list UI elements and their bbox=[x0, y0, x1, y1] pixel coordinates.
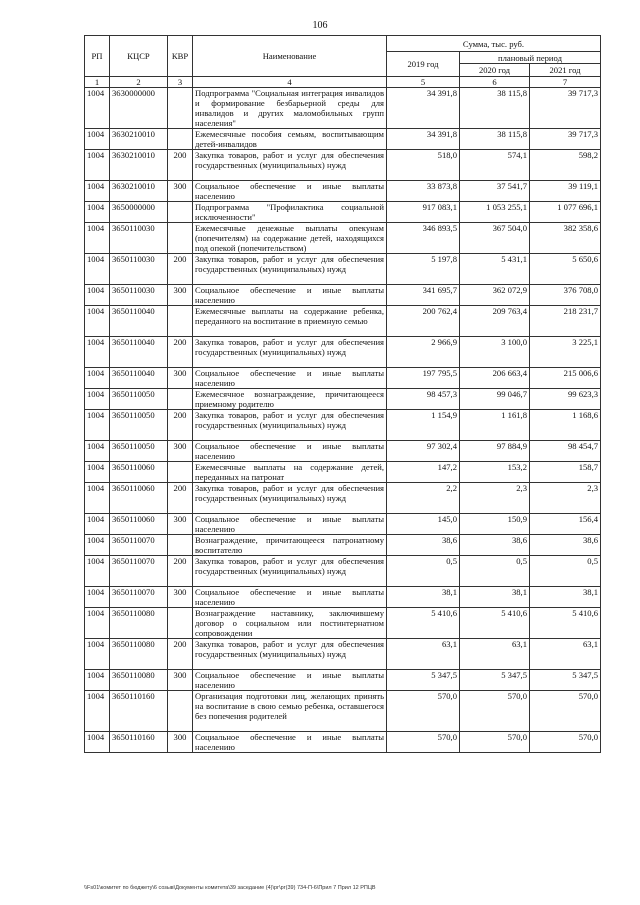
row-rp: 1004 bbox=[85, 514, 110, 535]
row-value-2020: 38 115,8 bbox=[460, 88, 530, 129]
row-value-2019: 34 391,8 bbox=[387, 129, 460, 150]
row-name: Ежемесячные выплаты на содержание детей, переданных на патронат bbox=[193, 462, 387, 483]
row-kcsr: 3650110060 bbox=[110, 462, 168, 483]
row-value-2021: 570,0 bbox=[530, 691, 601, 732]
row-value-2019: 341 695,7 bbox=[387, 285, 460, 306]
row-value-2021: 156,4 bbox=[530, 514, 601, 535]
row-kcsr: 3650110060 bbox=[110, 514, 168, 535]
row-kvr: 300 bbox=[168, 670, 193, 691]
row-kcsr: 3650110070 bbox=[110, 587, 168, 608]
row-kvr bbox=[168, 462, 193, 483]
row-name: Социальное обеспечение и иные выплаты населению bbox=[193, 441, 387, 462]
row-name: Социальное обеспечение и иные выплаты населению bbox=[193, 285, 387, 306]
row-value-2019: 63,1 bbox=[387, 639, 460, 670]
table-row bbox=[85, 88, 601, 129]
row-kvr: 300 bbox=[168, 587, 193, 608]
row-value-2021: 598,2 bbox=[530, 150, 601, 181]
row-value-2019: 346 893,5 bbox=[387, 223, 460, 254]
row-rp: 1004 bbox=[85, 150, 110, 181]
row-kcsr: 3630210010 bbox=[110, 129, 168, 150]
row-value-2019: 200 762,4 bbox=[387, 306, 460, 337]
row-name: Закупка товаров, работ и услуг для обеспечения государственных (муниципальных) нужд bbox=[193, 639, 387, 670]
column-index: 5 bbox=[387, 77, 460, 88]
row-name: Закупка товаров, работ и услуг для обеспечения государственных (муниципальных) нужд bbox=[193, 483, 387, 514]
row-kvr: 300 bbox=[168, 441, 193, 462]
table-row bbox=[85, 410, 601, 441]
row-kcsr: 3650110160 bbox=[110, 691, 168, 732]
column-index: 6 bbox=[460, 77, 530, 88]
row-kcsr: 3650110060 bbox=[110, 483, 168, 514]
row-kvr: 200 bbox=[168, 639, 193, 670]
row-kcsr: 3650110040 bbox=[110, 337, 168, 368]
row-name: Закупка товаров, работ и услуг для обеспечения государственных (муниципальных) нужд bbox=[193, 410, 387, 441]
table-row bbox=[85, 337, 601, 368]
row-rp: 1004 bbox=[85, 202, 110, 223]
row-value-2021: 38,6 bbox=[530, 535, 601, 556]
row-kcsr: 3650110160 bbox=[110, 732, 168, 753]
row-kvr: 200 bbox=[168, 254, 193, 285]
row-kcsr: 3650110030 bbox=[110, 223, 168, 254]
row-value-2019: 570,0 bbox=[387, 691, 460, 732]
row-rp: 1004 bbox=[85, 670, 110, 691]
row-value-2019: 570,0 bbox=[387, 732, 460, 753]
row-value-2019: 34 391,8 bbox=[387, 88, 460, 129]
row-value-2020: 5 347,5 bbox=[460, 670, 530, 691]
row-name: Вознаграждение, причитающееся патронатному воспитателю bbox=[193, 535, 387, 556]
row-value-2020: 2,3 bbox=[460, 483, 530, 514]
row-value-2019: 197 795,5 bbox=[387, 368, 460, 389]
row-value-2020: 99 046,7 bbox=[460, 389, 530, 410]
row-name: Организация подготовки лиц, желающих принять на воспитание в свою семью ребенка, оставшегося без попечения родителей bbox=[193, 691, 387, 732]
row-value-2021: 39 717,3 bbox=[530, 129, 601, 150]
table-row bbox=[85, 691, 601, 732]
row-rp: 1004 bbox=[85, 535, 110, 556]
footer-file-path: \\Fs01\комитет по бюджету\6 созыв\Документы комитета\39 заседание (4)\рг\рг(39) 734-П-6\Прил 7 Прил 12 РПЦВ bbox=[84, 885, 376, 891]
table-row bbox=[85, 285, 601, 306]
row-rp: 1004 bbox=[85, 587, 110, 608]
row-rp: 1004 bbox=[85, 88, 110, 129]
row-rp: 1004 bbox=[85, 368, 110, 389]
header-kcsr: КЦСР bbox=[110, 36, 168, 77]
row-value-2019: 917 083,1 bbox=[387, 202, 460, 223]
table-row bbox=[85, 462, 601, 483]
column-index: 3 bbox=[168, 77, 193, 88]
row-kcsr: 3650110030 bbox=[110, 254, 168, 285]
row-rp: 1004 bbox=[85, 639, 110, 670]
row-kcsr: 3650110080 bbox=[110, 608, 168, 639]
row-name: Социальное обеспечение и иные выплаты населению bbox=[193, 181, 387, 202]
row-value-2020: 0,5 bbox=[460, 556, 530, 587]
row-value-2020: 150,9 bbox=[460, 514, 530, 535]
row-kcsr: 3650110040 bbox=[110, 368, 168, 389]
row-value-2019: 97 302,4 bbox=[387, 441, 460, 462]
row-rp: 1004 bbox=[85, 556, 110, 587]
row-name: Закупка товаров, работ и услуг для обеспечения государственных (муниципальных) нужд bbox=[193, 254, 387, 285]
row-name: Социальное обеспечение и иные выплаты населению bbox=[193, 514, 387, 535]
row-value-2020: 1 161,8 bbox=[460, 410, 530, 441]
row-rp: 1004 bbox=[85, 223, 110, 254]
row-rp: 1004 bbox=[85, 691, 110, 732]
row-kvr: 300 bbox=[168, 368, 193, 389]
row-value-2021: 39 717,3 bbox=[530, 88, 601, 129]
row-name: Социальное обеспечение и иные выплаты населению bbox=[193, 368, 387, 389]
table-row bbox=[85, 306, 601, 337]
row-kvr: 200 bbox=[168, 150, 193, 181]
row-rp: 1004 bbox=[85, 285, 110, 306]
row-kvr bbox=[168, 691, 193, 732]
row-value-2021: 38,1 bbox=[530, 587, 601, 608]
budget-table bbox=[84, 35, 601, 753]
row-value-2019: 38,6 bbox=[387, 535, 460, 556]
header-name: Наименование bbox=[193, 36, 387, 77]
row-rp: 1004 bbox=[85, 441, 110, 462]
row-rp: 1004 bbox=[85, 410, 110, 441]
table-row bbox=[85, 535, 601, 556]
row-kvr bbox=[168, 223, 193, 254]
row-name: Вознаграждение наставнику, заключившему договор о социальном или постинтернатном сопровождении bbox=[193, 608, 387, 639]
row-value-2021: 3 225,1 bbox=[530, 337, 601, 368]
row-rp: 1004 bbox=[85, 181, 110, 202]
table-row bbox=[85, 441, 601, 462]
row-rp: 1004 bbox=[85, 306, 110, 337]
row-value-2020: 63,1 bbox=[460, 639, 530, 670]
row-name: Ежемесячные денежные выплаты опекунам (попечителям) на содержание детей, находящихся под опекой (попечительством) bbox=[193, 223, 387, 254]
row-value-2019: 5 197,8 bbox=[387, 254, 460, 285]
row-kvr bbox=[168, 608, 193, 639]
row-rp: 1004 bbox=[85, 337, 110, 368]
header-year-2020: 2020 год bbox=[460, 64, 530, 77]
row-value-2020: 1 053 255,1 bbox=[460, 202, 530, 223]
table-row bbox=[85, 389, 601, 410]
row-value-2021: 5 347,5 bbox=[530, 670, 601, 691]
row-value-2019: 518,0 bbox=[387, 150, 460, 181]
row-kcsr: 3650110050 bbox=[110, 389, 168, 410]
row-kvr: 300 bbox=[168, 181, 193, 202]
row-kvr: 200 bbox=[168, 483, 193, 514]
row-value-2019: 2 966,9 bbox=[387, 337, 460, 368]
row-kcsr: 3630210010 bbox=[110, 181, 168, 202]
row-kvr: 300 bbox=[168, 514, 193, 535]
row-kcsr: 3630210010 bbox=[110, 150, 168, 181]
row-name: Социальное обеспечение и иные выплаты населению bbox=[193, 670, 387, 691]
column-index: 1 bbox=[85, 77, 110, 88]
row-value-2020: 570,0 bbox=[460, 732, 530, 753]
row-kvr bbox=[168, 202, 193, 223]
row-value-2020: 5 410,6 bbox=[460, 608, 530, 639]
row-kcsr: 3630000000 bbox=[110, 88, 168, 129]
header-year-2019: 2019 год bbox=[387, 52, 460, 77]
table-row bbox=[85, 129, 601, 150]
column-index: 4 bbox=[193, 77, 387, 88]
row-rp: 1004 bbox=[85, 483, 110, 514]
table-row bbox=[85, 181, 601, 202]
row-kvr: 300 bbox=[168, 732, 193, 753]
row-kvr: 200 bbox=[168, 337, 193, 368]
row-value-2021: 63,1 bbox=[530, 639, 601, 670]
row-value-2020: 570,0 bbox=[460, 691, 530, 732]
row-rp: 1004 bbox=[85, 129, 110, 150]
row-kcsr: 3650000000 bbox=[110, 202, 168, 223]
header-kvr: КВР bbox=[168, 36, 193, 77]
row-kcsr: 3650110070 bbox=[110, 556, 168, 587]
row-name: Ежемесячные пособия семьям, воспитывающим детей-инвалидов bbox=[193, 129, 387, 150]
row-value-2020: 367 504,0 bbox=[460, 223, 530, 254]
table-row bbox=[85, 483, 601, 514]
table-row bbox=[85, 639, 601, 670]
row-value-2020: 38 115,8 bbox=[460, 129, 530, 150]
row-value-2021: 0,5 bbox=[530, 556, 601, 587]
row-kcsr: 3650110050 bbox=[110, 410, 168, 441]
row-value-2021: 1 168,6 bbox=[530, 410, 601, 441]
header-planned-period: плановый период bbox=[460, 52, 601, 64]
table-row bbox=[85, 587, 601, 608]
row-value-2019: 5 410,6 bbox=[387, 608, 460, 639]
row-value-2021: 5 650,6 bbox=[530, 254, 601, 285]
row-kvr: 300 bbox=[168, 285, 193, 306]
row-value-2020: 97 884,9 bbox=[460, 441, 530, 462]
row-value-2021: 158,7 bbox=[530, 462, 601, 483]
row-kvr bbox=[168, 88, 193, 129]
row-name: Ежемесячное вознаграждение, причитающееся приемному родителю bbox=[193, 389, 387, 410]
header-rp: РП bbox=[85, 36, 110, 77]
row-value-2019: 38,1 bbox=[387, 587, 460, 608]
row-kvr: 200 bbox=[168, 556, 193, 587]
row-rp: 1004 bbox=[85, 462, 110, 483]
row-value-2021: 39 119,1 bbox=[530, 181, 601, 202]
row-rp: 1004 bbox=[85, 389, 110, 410]
row-value-2021: 215 006,6 bbox=[530, 368, 601, 389]
row-name: Подпрограмма "Профилактика социальной исключенности" bbox=[193, 202, 387, 223]
row-value-2019: 2,2 bbox=[387, 483, 460, 514]
row-name: Социальное обеспечение и иные выплаты населению bbox=[193, 587, 387, 608]
table-row bbox=[85, 150, 601, 181]
row-value-2019: 98 457,3 bbox=[387, 389, 460, 410]
row-value-2019: 1 154,9 bbox=[387, 410, 460, 441]
row-name: Закупка товаров, работ и услуг для обеспечения государственных (муниципальных) нужд bbox=[193, 337, 387, 368]
row-value-2020: 38,1 bbox=[460, 587, 530, 608]
table-row bbox=[85, 254, 601, 285]
row-value-2021: 5 410,6 bbox=[530, 608, 601, 639]
row-kcsr: 3650110030 bbox=[110, 285, 168, 306]
header-sum: Сумма, тыс. руб. bbox=[387, 36, 601, 52]
row-value-2021: 382 358,6 bbox=[530, 223, 601, 254]
row-kvr bbox=[168, 306, 193, 337]
row-rp: 1004 bbox=[85, 732, 110, 753]
table-row bbox=[85, 732, 601, 753]
row-kvr bbox=[168, 535, 193, 556]
row-value-2021: 98 454,7 bbox=[530, 441, 601, 462]
row-value-2021: 1 077 696,1 bbox=[530, 202, 601, 223]
row-kvr bbox=[168, 389, 193, 410]
row-kvr: 200 bbox=[168, 410, 193, 441]
row-value-2020: 153,2 bbox=[460, 462, 530, 483]
row-value-2021: 2,3 bbox=[530, 483, 601, 514]
row-value-2019: 0,5 bbox=[387, 556, 460, 587]
row-value-2020: 574,1 bbox=[460, 150, 530, 181]
row-kvr bbox=[168, 129, 193, 150]
row-name: Закупка товаров, работ и услуг для обеспечения государственных (муниципальных) нужд bbox=[193, 556, 387, 587]
row-value-2020: 3 100,0 bbox=[460, 337, 530, 368]
header-year-2021: 2021 год bbox=[530, 64, 601, 77]
row-value-2019: 5 347,5 bbox=[387, 670, 460, 691]
row-rp: 1004 bbox=[85, 254, 110, 285]
table-row bbox=[85, 670, 601, 691]
row-value-2021: 570,0 bbox=[530, 732, 601, 753]
row-value-2019: 147,2 bbox=[387, 462, 460, 483]
page-number: 106 bbox=[312, 20, 328, 31]
row-value-2021: 376 708,0 bbox=[530, 285, 601, 306]
row-kcsr: 3650110080 bbox=[110, 639, 168, 670]
row-name: Социальное обеспечение и иные выплаты населению bbox=[193, 732, 387, 753]
row-value-2021: 218 231,7 bbox=[530, 306, 601, 337]
row-name: Подпрограмма "Социальная интеграция инвалидов и формирование безбарьерной среды для инвалидов и других маломобильных групп населения" bbox=[193, 88, 387, 129]
table-row bbox=[85, 608, 601, 639]
column-index-row bbox=[85, 77, 601, 88]
row-value-2020: 206 663,4 bbox=[460, 368, 530, 389]
row-rp: 1004 bbox=[85, 608, 110, 639]
column-index: 2 bbox=[110, 77, 168, 88]
table-row bbox=[85, 514, 601, 535]
row-kcsr: 3650110050 bbox=[110, 441, 168, 462]
row-value-2020: 362 072,9 bbox=[460, 285, 530, 306]
column-index: 7 bbox=[530, 77, 601, 88]
table-body bbox=[85, 88, 601, 753]
table-row bbox=[85, 202, 601, 223]
row-value-2019: 145,0 bbox=[387, 514, 460, 535]
row-kcsr: 3650110080 bbox=[110, 670, 168, 691]
row-name: Ежемесячные выплаты на содержание ребенка, переданного на воспитание в приемную семью bbox=[193, 306, 387, 337]
row-value-2020: 5 431,1 bbox=[460, 254, 530, 285]
table-row bbox=[85, 556, 601, 587]
table-row bbox=[85, 368, 601, 389]
row-kcsr: 3650110040 bbox=[110, 306, 168, 337]
row-value-2019: 33 873,8 bbox=[387, 181, 460, 202]
row-value-2021: 99 623,3 bbox=[530, 389, 601, 410]
row-name: Закупка товаров, работ и услуг для обеспечения государственных (муниципальных) нужд bbox=[193, 150, 387, 181]
table-row bbox=[85, 223, 601, 254]
row-value-2020: 37 541,7 bbox=[460, 181, 530, 202]
row-value-2020: 38,6 bbox=[460, 535, 530, 556]
row-kcsr: 3650110070 bbox=[110, 535, 168, 556]
row-value-2020: 209 763,4 bbox=[460, 306, 530, 337]
